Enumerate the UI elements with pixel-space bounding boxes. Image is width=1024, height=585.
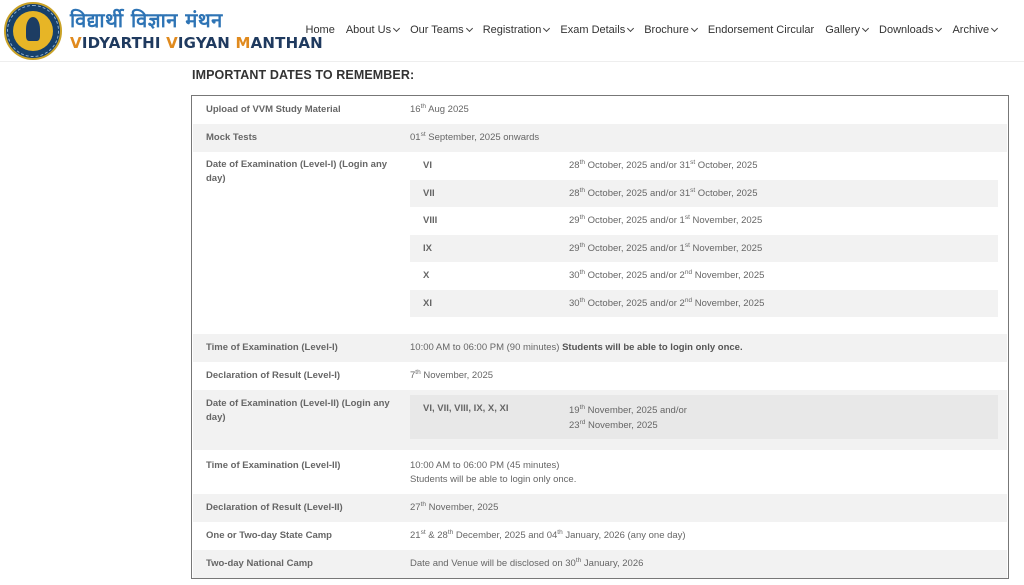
class-name: X	[423, 270, 430, 281]
date-suffix: st	[420, 529, 426, 536]
site-name-hindi[interactable]: विद्यार्थी विज्ञान मंथन	[70, 8, 223, 32]
site-name-english[interactable]	[70, 34, 323, 52]
date-text: October, 2025	[695, 187, 758, 199]
nav-label: Downloads	[879, 24, 934, 36]
date-suffix: th	[447, 529, 454, 536]
row-value	[410, 369, 1000, 383]
date-suffix: th	[575, 557, 582, 564]
date-text: November, 2025	[692, 297, 765, 309]
class-schedule-row	[410, 235, 998, 262]
logo-initial: M	[235, 34, 251, 52]
date-text: October, 2025 and/or 31	[585, 160, 691, 171]
date-text: October, 2025 and/or 1	[585, 215, 685, 226]
date-rest: November, 2025 and/or	[585, 405, 687, 416]
chevron-down-icon	[991, 25, 998, 32]
class-exam-date	[569, 298, 764, 309]
class-exam-date	[569, 215, 762, 226]
main-nav	[300, 22, 1003, 38]
logo-initial: V	[70, 34, 82, 52]
nav-item-about-us[interactable]	[346, 24, 399, 36]
class-schedule-row	[410, 207, 998, 234]
date-suffix: st	[684, 241, 690, 249]
level2-dates	[569, 403, 687, 433]
date-suffix: th	[420, 103, 426, 110]
login-note: Students will be able to login only once.	[562, 342, 743, 353]
date-suffix: th	[579, 404, 585, 411]
header-divider	[0, 61, 1024, 62]
date-text: 30	[569, 297, 580, 309]
nav-label: Gallery	[825, 24, 861, 36]
nav-label: Registration	[482, 24, 542, 36]
date-text: 29	[569, 242, 580, 254]
date-rest: & 28	[425, 530, 448, 541]
nav-label: Archive	[952, 24, 990, 36]
logo-inner-disc	[13, 11, 53, 51]
nav-item-home[interactable]	[306, 24, 335, 36]
row-value	[410, 341, 1000, 355]
date-day: 23	[569, 420, 580, 431]
chevron-down-icon	[627, 25, 634, 32]
class-schedule-row	[410, 180, 998, 207]
date-suffix: th	[420, 501, 426, 508]
page-section-title: IMPORTANT DATES TO REMEMBER:	[192, 68, 415, 82]
level2-class-schedule	[410, 395, 998, 439]
time-value: 10:00 AM to 06:00 PM (45 minutes)	[410, 460, 560, 471]
class-exam-date	[569, 270, 764, 281]
logo-text: ANTHAN	[250, 34, 323, 52]
login-note: Students will be able to login only once.	[410, 474, 577, 485]
time-value: 10:00 AM to 06:00 PM (90 minutes)	[410, 342, 563, 353]
table-row-result-level2	[193, 494, 1007, 522]
class-name: IX	[423, 242, 432, 254]
nav-item-endorsement-circular[interactable]	[708, 24, 814, 36]
nav-item-our-teams[interactable]	[410, 24, 472, 36]
table-row-national-camp	[193, 550, 1007, 578]
date-day: 21	[410, 530, 421, 541]
date-suffix: st	[690, 186, 696, 194]
chevron-down-icon	[935, 25, 942, 32]
nav-label: Brochure	[644, 24, 689, 36]
date-rest: November, 2025	[420, 370, 494, 381]
nav-item-archive[interactable]	[952, 24, 997, 36]
row-label: Time of Examination (Level-II)	[206, 460, 341, 471]
table-row-state-camp	[193, 522, 1007, 550]
nav-label: About Us	[345, 24, 392, 36]
date-text: November, 2025	[692, 270, 765, 281]
date-text: October, 2025 and/or 2	[585, 270, 685, 281]
logo-silhouette	[26, 17, 40, 41]
date-suffix: th	[579, 296, 585, 304]
date-suffix: th	[579, 214, 585, 221]
date-day: 7	[410, 370, 416, 381]
class-name: VII	[423, 187, 435, 199]
class-schedule-row	[410, 262, 998, 289]
table-row-exam-level1	[193, 152, 1007, 334]
class-schedule-row	[410, 152, 998, 179]
table-row-upload	[193, 96, 1007, 124]
date-suffix: th	[579, 241, 585, 249]
date-day: 27	[410, 502, 421, 513]
date-suffix: th	[579, 269, 585, 276]
table-row-result-level1	[193, 362, 1007, 390]
logo-text: IDYARTHI	[81, 34, 167, 52]
chevron-down-icon	[393, 25, 400, 32]
row-label: One or Two-day State Camp	[206, 530, 332, 541]
class-schedule-row	[410, 290, 998, 317]
nav-item-brochure[interactable]	[644, 24, 697, 36]
chevron-down-icon	[691, 25, 698, 32]
date-text: October, 2025 and/or 31	[585, 187, 691, 199]
nav-item-registration[interactable]	[483, 24, 550, 36]
table-row-time-level1	[193, 334, 1007, 362]
level1-class-schedule	[410, 152, 998, 326]
nav-label: Endorsement Circular	[707, 24, 815, 36]
nav-item-gallery[interactable]	[825, 24, 868, 36]
date-rest: January, 2026 (any one day)	[562, 530, 686, 541]
date-day: 19	[569, 405, 580, 416]
date-text: 28	[569, 187, 580, 199]
class-exam-date	[569, 160, 758, 171]
class-name: XI	[423, 297, 432, 309]
date-suffix: nd	[684, 296, 693, 304]
date-day: 01	[410, 132, 421, 143]
logo-initial: V	[166, 34, 178, 52]
chevron-down-icon	[466, 25, 473, 32]
row-label: Declaration of Result (Level-I)	[206, 370, 341, 381]
date-rest: November, 2025	[585, 420, 658, 431]
nav-label: Our Teams	[410, 24, 464, 36]
date-suffix: th	[579, 186, 585, 194]
row-value	[410, 459, 1000, 487]
site-logo-icon[interactable]	[4, 2, 62, 60]
date-text: November, 2025	[689, 215, 763, 226]
date-suffix: st	[690, 159, 696, 166]
row-value	[410, 501, 1000, 515]
date-suffix: st	[420, 131, 426, 138]
row-label: Mock Tests	[206, 132, 258, 143]
date-text: November, 2025	[689, 242, 763, 254]
date-rest: Date and Venue will be disclosed on 30	[410, 558, 576, 569]
date-rest: December, 2025 and 04	[453, 530, 558, 541]
date-suffix: nd	[684, 269, 693, 276]
logo-text: IGYAN	[177, 34, 236, 52]
class-exam-date	[569, 243, 762, 254]
date-day: 16	[410, 104, 421, 115]
date-suffix: rd	[579, 419, 586, 426]
class-exam-date	[569, 188, 758, 199]
row-value	[410, 529, 1000, 543]
nav-item-exam-details[interactable]	[560, 24, 633, 36]
date-rest: November, 2025	[426, 502, 499, 513]
important-dates-table	[191, 95, 1009, 579]
date-suffix: th	[557, 529, 563, 536]
table-row-exam-level2	[193, 390, 1007, 450]
row-value	[410, 103, 1000, 117]
date-suffix: st	[684, 214, 690, 221]
row-label: Date of Examination (Level-II) (Login any day)	[206, 398, 390, 423]
level2-classes: VI, VII, VIII, IX, X, XI	[423, 403, 509, 414]
nav-item-downloads[interactable]	[879, 24, 941, 36]
date-text: October, 2025	[695, 160, 758, 171]
row-value	[410, 131, 1000, 145]
class-name: VI	[423, 160, 432, 171]
date-text: 30	[569, 270, 580, 281]
table-row-time-level2	[193, 450, 1007, 494]
chevron-down-icon	[543, 25, 550, 32]
row-label: Upload of VVM Study Material	[206, 104, 341, 115]
date-text: October, 2025 and/or 1	[585, 242, 685, 254]
class-name: VIII	[423, 215, 438, 226]
date-text: October, 2025 and/or 2	[585, 297, 685, 309]
row-value	[410, 557, 1000, 571]
nav-label: Home	[305, 24, 335, 36]
site-header	[0, 0, 1024, 62]
row-label: Date of Examination (Level-I) (Login any day)	[206, 159, 388, 184]
date-suffix: th	[415, 369, 421, 376]
date-text: 29	[569, 215, 580, 226]
row-label: Time of Examination (Level-I)	[206, 342, 338, 353]
date-text: 28	[569, 160, 580, 171]
nav-label: Exam Details	[560, 24, 626, 36]
chevron-down-icon	[862, 25, 869, 32]
row-label: Two-day National Camp	[206, 558, 313, 569]
date-rest: September, 2025 onwards	[425, 132, 540, 143]
date-rest: January, 2026	[581, 558, 644, 569]
date-rest: Aug 2025	[426, 104, 469, 115]
row-label: Declaration of Result (Level-II)	[206, 502, 343, 513]
table-row-mock	[193, 124, 1007, 152]
date-suffix: th	[579, 159, 585, 166]
